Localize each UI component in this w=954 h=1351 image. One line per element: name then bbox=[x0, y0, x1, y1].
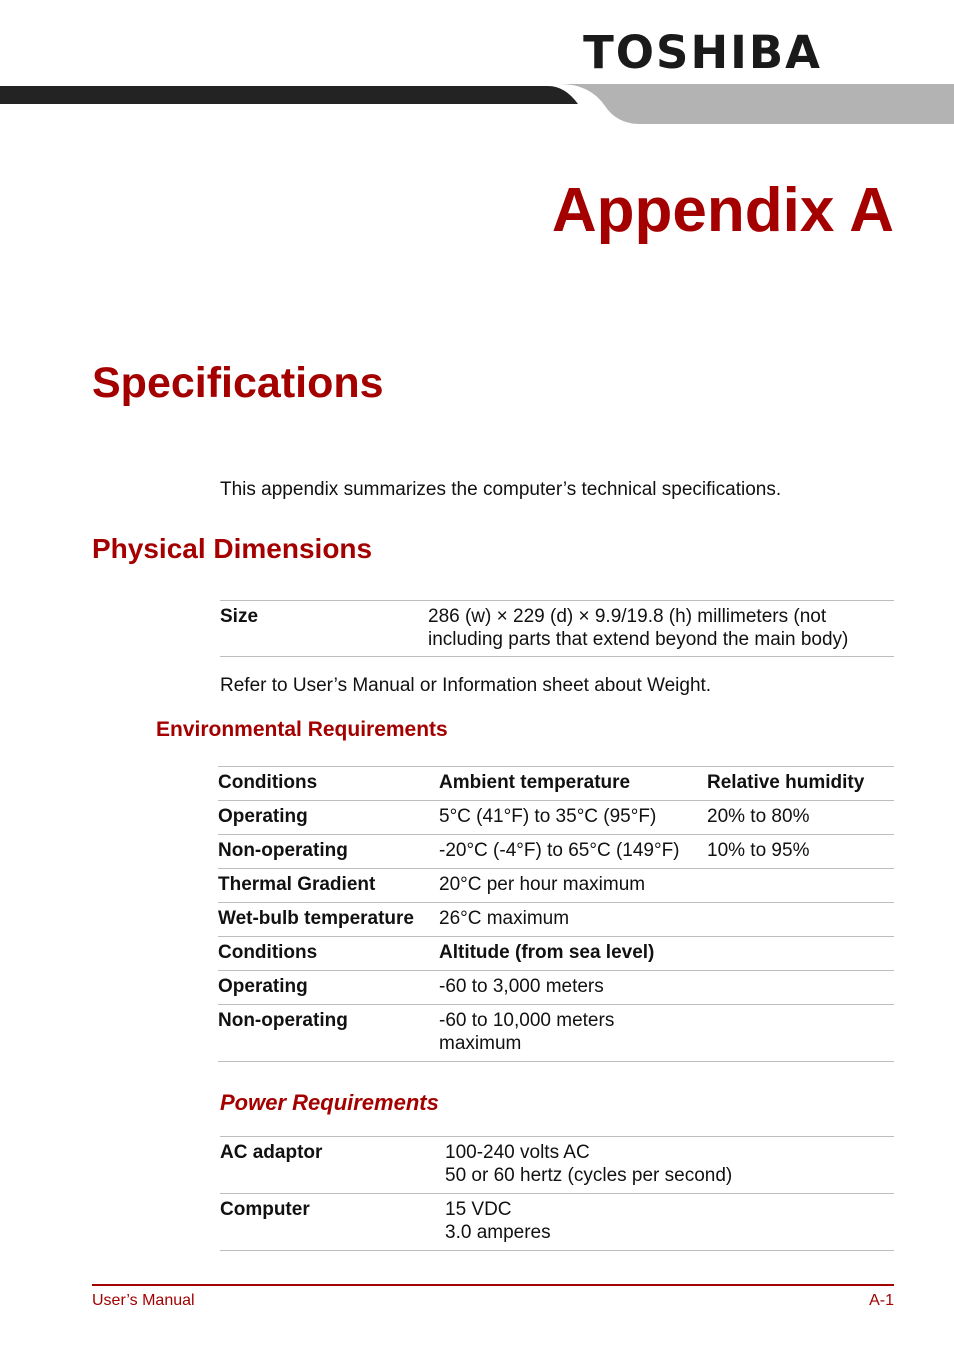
table-cell: Non-operating bbox=[218, 835, 439, 869]
physical-dimensions-heading: Physical Dimensions bbox=[92, 533, 373, 564]
ac-adaptor-value bbox=[445, 1137, 894, 1194]
table-row bbox=[220, 601, 894, 657]
power-table bbox=[220, 1136, 894, 1251]
table-cell: -20°C (-4°F) to 65°C (149°F) bbox=[439, 835, 707, 869]
environmental-table bbox=[218, 766, 894, 1062]
footer-page-number: A-1 bbox=[869, 1292, 894, 1309]
section-title: Specifications bbox=[92, 359, 384, 407]
size-value-line: 286 (w) × 229 (d) × 9.9/19.8 (h) millimeters (not bbox=[428, 606, 827, 627]
table-cell: -60 to 3,000 meters bbox=[439, 971, 894, 1005]
table-cell: Operating bbox=[218, 801, 439, 835]
computer-label: Computer bbox=[220, 1194, 445, 1251]
size-label: Size bbox=[220, 601, 428, 657]
table-header-row bbox=[218, 937, 894, 971]
table-header-cell: Altitude (from sea level) bbox=[439, 937, 894, 971]
table-cell-line: 50 or 60 hertz (cycles per second) bbox=[445, 1165, 733, 1186]
table-header-cell: Ambient temperature bbox=[439, 767, 707, 801]
toshiba-logo: TOSHIBA bbox=[583, 26, 822, 79]
table-cell: 20% to 80% bbox=[707, 801, 894, 835]
table-cell-line: -60 to 10,000 meters bbox=[439, 1010, 615, 1031]
table-cell: 26°C maximum bbox=[439, 903, 707, 937]
table-row bbox=[218, 971, 894, 1005]
table-cell-line: 15 VDC bbox=[445, 1199, 512, 1220]
table-cell-line: 100-240 volts AC bbox=[445, 1142, 590, 1163]
table-cell: Wet-bulb temperature bbox=[218, 903, 439, 937]
table-row bbox=[220, 1137, 894, 1194]
table-cell bbox=[707, 869, 894, 903]
table-cell-line: 3.0 amperes bbox=[445, 1222, 551, 1243]
header-band-light bbox=[560, 84, 954, 124]
power-heading: Power Requirements bbox=[220, 1090, 439, 1115]
table-row bbox=[218, 903, 894, 937]
footer-manual-name: User’s Manual bbox=[92, 1292, 195, 1309]
size-value bbox=[428, 601, 894, 657]
table-cell-line: maximum bbox=[439, 1033, 522, 1054]
intro-paragraph: This appendix summarizes the computer’s technical specifications. bbox=[220, 479, 782, 500]
header-band-dark bbox=[0, 86, 578, 104]
footer-rule bbox=[92, 1284, 894, 1286]
table-row bbox=[220, 1194, 894, 1251]
size-value-line: including parts that extend beyond the main body) bbox=[428, 629, 849, 650]
ac-adaptor-label: AC adaptor bbox=[220, 1137, 445, 1194]
table-cell bbox=[439, 1005, 894, 1062]
table-cell bbox=[707, 903, 894, 937]
table-header-cell: Relative humidity bbox=[707, 767, 894, 801]
table-cell: Operating bbox=[218, 971, 439, 1005]
environmental-heading: Environmental Requirements bbox=[156, 718, 448, 741]
table-header-cell: Conditions bbox=[218, 937, 439, 971]
table-row bbox=[218, 801, 894, 835]
table-cell: Non-operating bbox=[218, 1005, 439, 1062]
table-header-row bbox=[218, 767, 894, 801]
table-cell: 10% to 95% bbox=[707, 835, 894, 869]
chapter-title: Appendix A bbox=[551, 176, 894, 245]
weight-note: Refer to User’s Manual or Information sheet about Weight. bbox=[220, 675, 712, 696]
table-cell: 20°C per hour maximum bbox=[439, 869, 707, 903]
table-cell: Thermal Gradient bbox=[218, 869, 439, 903]
table-cell: 5°C (41°F) to 35°C (95°F) bbox=[439, 801, 707, 835]
computer-value bbox=[445, 1194, 894, 1251]
table-row bbox=[218, 835, 894, 869]
header-band bbox=[0, 84, 954, 126]
physical-dimensions-table bbox=[220, 600, 894, 657]
table-row bbox=[218, 1005, 894, 1062]
table-header-cell: Conditions bbox=[218, 767, 439, 801]
table-row bbox=[218, 869, 894, 903]
